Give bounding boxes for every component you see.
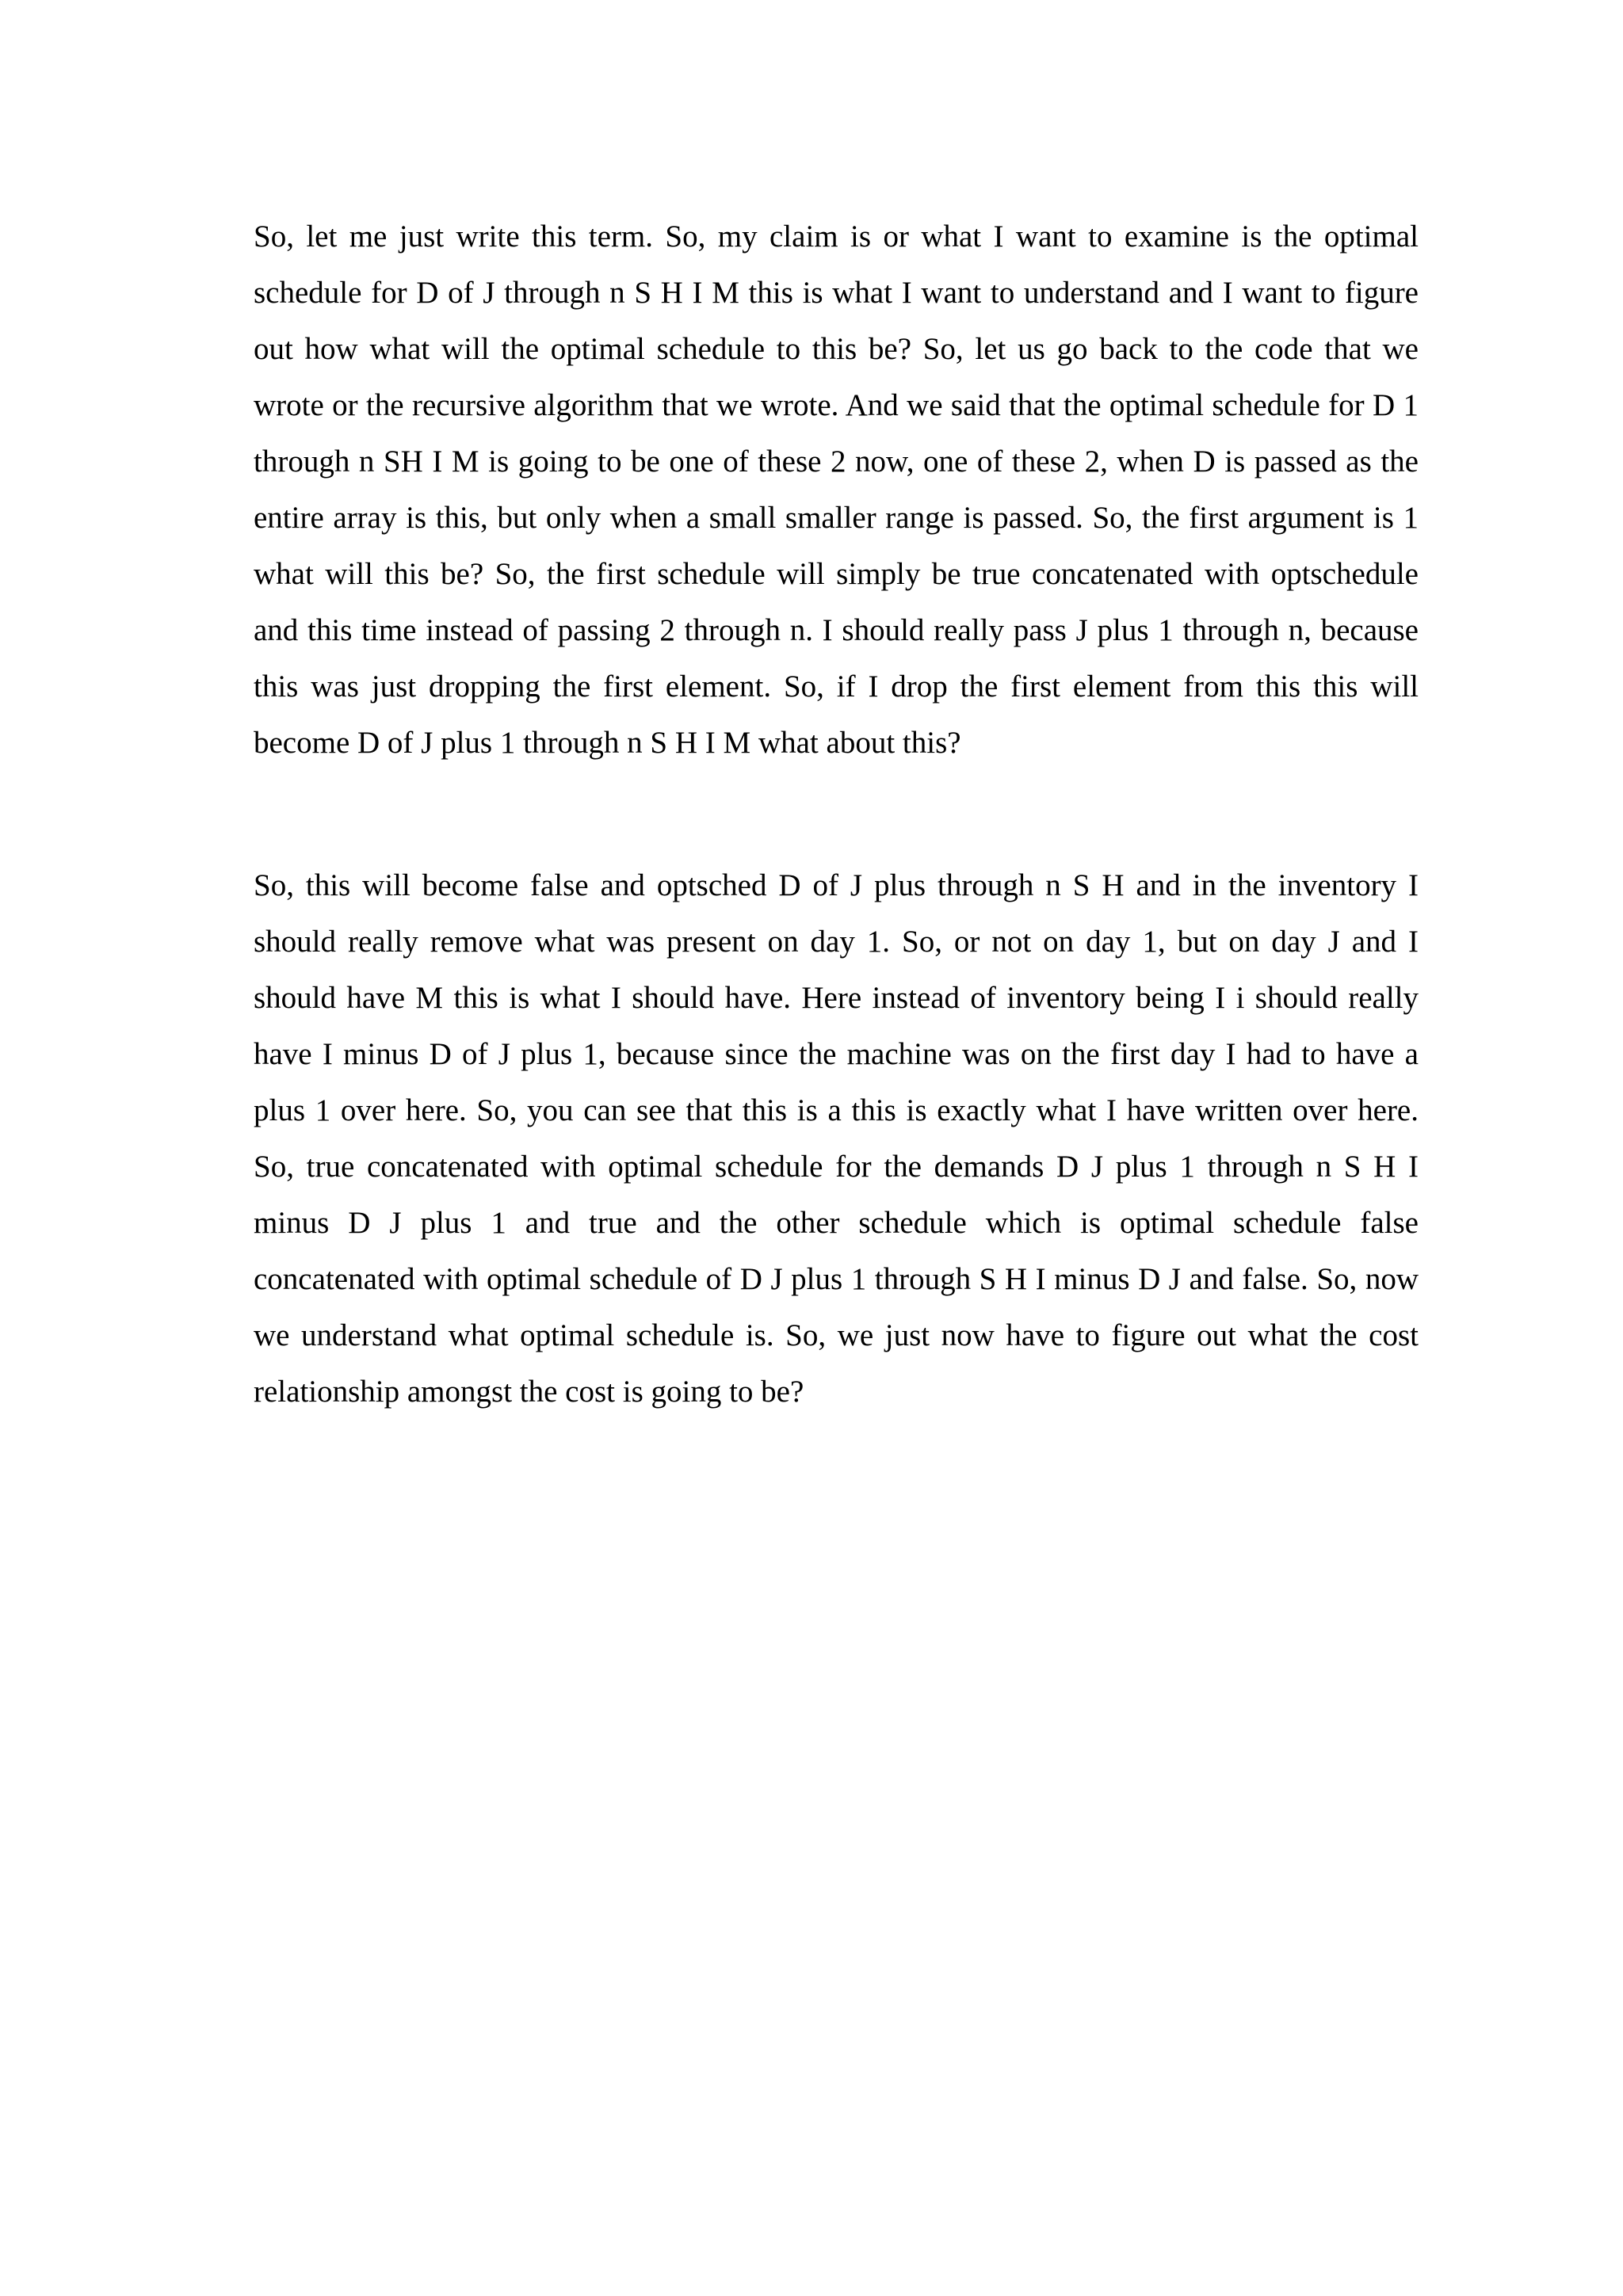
- body-text-block: [254, 208, 1419, 771]
- paragraph-1: So, let me just write this term. So, my claim is or what I want to examine is the optimal schedule for D of J through n S H I M this is what I want to understand and I want to figure out how what will the optimal schedule to this be? So, let us go back to the code that we wrote or the recursive algorithm that we wrote. And we said that the optimal schedule for D 1 through n SH I M is going to be one of these 2 now, one of these 2, when D is passed as the entire array is this, but only when a small smaller range is passed. So, the first argument is 1 what will this be? So, the first schedule will simply be true concatenated with optschedule and this time instead of passing 2 through n. I should really pass J plus 1 through n, because this was just dropping the first element. So, if I drop the first element from this this will become D of J plus 1 through n S H I M what about this?: [254, 219, 1419, 760]
- body-text-block: [254, 857, 1419, 1420]
- paragraph-2: So, this will become false and optsched D of J plus through n S H and in the inventory I should really remove what was present on day 1. So, or not on day 1, but on day J and I should have M this is what I should have. Here instead of inventory being I i should really have I minus D of J plus 1, because since the machine was on the first day I had to have a plus 1 over here. So, you can see that this is a this is exactly what I have written over here. So, true concatenated with optimal schedule for the demands D J plus 1 through n S H I minus D J plus 1 and true and the other schedule which is optimal schedule false concatenated with optimal schedule of D J plus 1 through S H I minus D J and false. So, now we understand what optimal schedule is. So, we just now have to figure out what the cost relationship amongst the cost is going to be?: [254, 868, 1419, 1409]
